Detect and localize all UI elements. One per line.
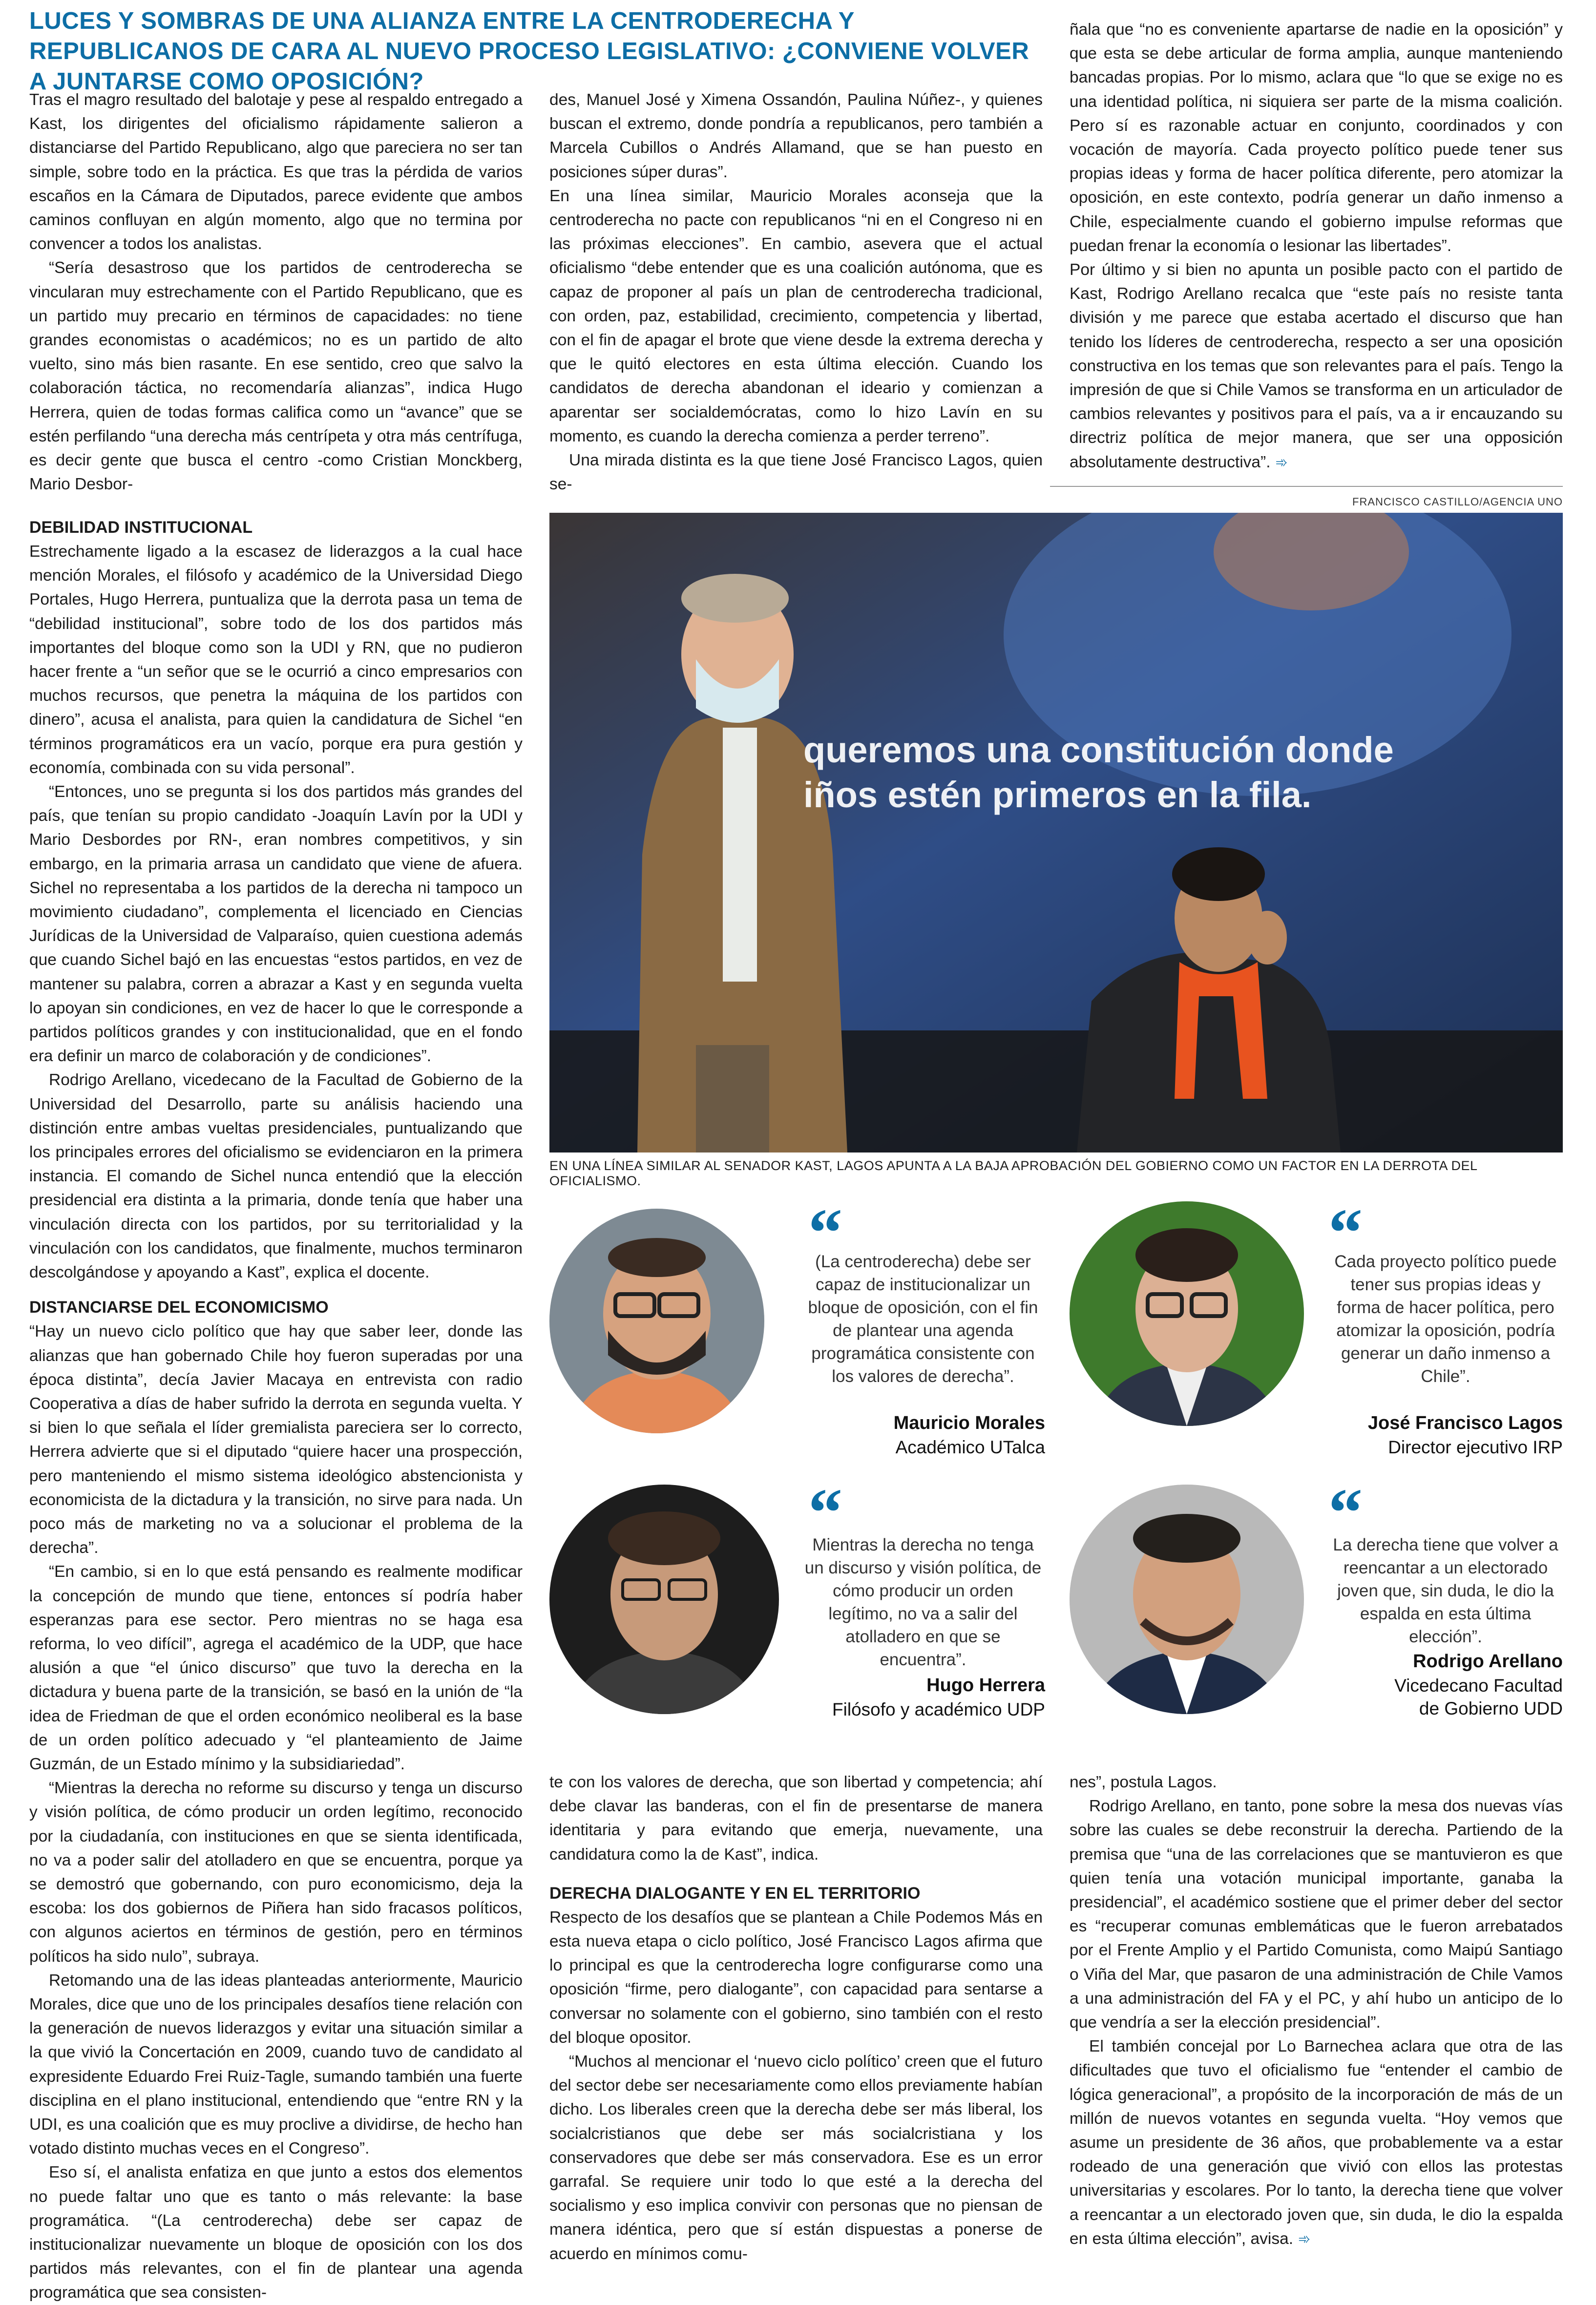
paragraph: des, Manuel José y Ximena Ossandón, Paulina Núñez-, y quienes buscan el extremo, donde pondría a republicanos, pero también a Marcela Cubillos o Andrés Allamand, que se han puesto en posiciones súper duras”. — [549, 91, 1043, 181]
paragraph: Rodrigo Arellano, en tanto, pone sobre la mesa dos nuevas vías sobre las cuales se debe reconstruir la derecha. Partiendo de la premisa que “una de las correlaciones que se mantuvieron es que quien tenía una votación municipal importante, ganaba la presidencial”, el académico sostiene que el primer deber del sector es “recuperar comunas emblemáticas que le fueron arrebatados por el Frente Amplio y el Partido Comunista, como Maipú Santiago o Viña del Mar, que pasaron de una administración de Chile Vamos a una administración del FA y el PC, y ahí hubo un anticipo de lo que vendría a ser la elección presidencial”. — [1070, 1797, 1563, 2032]
quote-text: (La centroderecha) debe ser capaz de institucionalizar un bloque de oposición, con el fin de plantear una agenda programática consistente con los valores de derecha”. — [808, 1252, 1038, 1386]
quote-author-role: Director ejecutivo IRP — [1388, 1437, 1563, 1457]
portrait-illustration — [1070, 1201, 1304, 1426]
avatar-jose-francisco-lagos — [1070, 1201, 1304, 1426]
portrait-illustration — [549, 1209, 764, 1433]
paragraph: Tras el magro resultado del balotaje y pese al respaldo entregado a Kast, los dirigentes del oficialismo rápidamente salieron a distanciarse del Partido Republicano, algo que pareciera no ser tan simple, sobre todo en la práctica. Es que tras la pérdida de varios escaños en la Cámara de Diputados, parece evidente que ambos caminos confluyan en algún momento, algo que no termina por convencer a todos los analistas. — [29, 91, 523, 253]
paragraph: “Muchos al mencionar el ‘nuevo ciclo político’ creen que el futuro del sector debe ser necesariamente como ellos previamente habían dicho. Los liberales creen que la derecha debe ser más liberal, los socialcristianos que debe ser más socialcristiana y los conservadores que debe ser más conservadora. Ese es un error garrafal. Se requiere unir todo lo que esté a la derecha del socialismo y eso implica convivir con personas que no piensan de manera idéntica, pero que sí están dispuestas a ponerse de acuerdo en mínimos comu- — [549, 2053, 1043, 2263]
slogan-line: queremos una constitución donde — [803, 730, 1394, 770]
paragraph: Respecto de los desafíos que se plantean a Chile Podemos Más en esta nueva etapa o ciclo político, José Francisco Lagos afirma que lo principal es que la centroderecha logre configurarse como una oposición “firme, pero dialogante”, con capacidad para sentarse a conversar no solamente con el gobierno, sino también con el resto del bloque opositor. — [549, 1908, 1043, 2047]
section-subheading: DISTANCIARSE DEL ECONOMICISMO — [29, 1298, 329, 1317]
section-subheading: DEBILIDAD INSTITUCIONAL — [29, 518, 253, 537]
paragraph: “Hay un nuevo ciclo político que hay que saber leer, donde las alianzas que han gobernado Chile hoy fueron superadas por una época distinta”, decía Javier Macaya en entrevista con radio Cooperativa a días de haber sufrido la derrota en segunda vuelta. Y si bien lo que señala el líder gremialista pareciera ser lo correcto, Herrera advierte que si el diputado “quiere hacer una prospección, pero manteniendo el mismo sistema ideológico abstencionista y economicista de la dictadura y la transición, no sirve para nada. Un poco más de marketing no va a solucionar el problema de la derecha”. — [29, 1322, 523, 1557]
quote-author-role: Académico UTalca — [895, 1437, 1045, 1457]
photo-caption: EN UNA LÍNEA SIMILAR AL SENADOR KAST, LAGOS APUNTA A LA BAJA APROBACIÓN DEL GOBIERNO COMO UN FACTOR EN LA DERROTA DEL OFICIALISMO. — [549, 1158, 1477, 1188]
continue-arrow-icon: ➾ — [1298, 2231, 1311, 2247]
paragraph: “Mientras la derecha no reforme su discurso y tenga un discurso y visión política, de cómo producir un orden legítimo, reconocido por la ciudadanía, con instituciones en que se sienta identificada, no va a poder salir del atolladero en que se encuentra, porque ya se demostró que gobernando, con puro economicismo, deja la escoba: los dos gobiernos de Piñera han sido fracasos políticos, con algunos aciertos en términos de gestión, pero en términos políticos ha sido nulo”, subraya. — [29, 1779, 523, 1966]
quote-author-name: Hugo Herrera — [926, 1675, 1045, 1696]
quote-text: Mientras la derecha no tenga un discurso y visión política, de cómo producir un orden legítimo, no va a salir del atolladero en que se encuentra”. — [804, 1535, 1042, 1669]
avatar-mauricio-morales — [549, 1209, 764, 1433]
quote-author-name: Mauricio Morales — [893, 1413, 1045, 1433]
portrait-illustration — [1070, 1485, 1304, 1714]
paragraph: Eso sí, el analista enfatiza en que junto a estos dos elementos no puede faltar uno que es tanto o más relevante: la base programática. “(La centroderecha) debe ser capaz de institucionalizar nuevamente un bloque de oposición con los dos partidos más relevantes, con el fin de plantear una agenda programática que sea consisten- — [29, 2163, 523, 2302]
continue-arrow-icon: ➾ — [1275, 454, 1288, 471]
photo-credit: FRANCISCO CASTILLO/AGENCIA UNO — [1352, 496, 1563, 508]
quote-mark-icon: “ — [1328, 1475, 1363, 1551]
paragraph: “Sería desastroso que los partidos de centroderecha se vincularan muy estrechamente con el Partido Republicano, que es un partido muy precario en términos de capacidades: no tiene grandes economistas o académicos; no es un partido de alto vuelto, sino más bien rasante. En ese sentido, creo que salvo la colaboración táctica, no recomendaría alianzas”, indica Hugo Herrera, quien de todas formas califica como un “avance” que se estén perfilando “una derecha más centrípeta y otra más centrífuga, es decir gente que busca el centro -como Cristian Monckberg, Mario Desbor- — [29, 259, 523, 494]
paragraph — [1070, 2034, 1563, 2251]
quote-author-role: Filósofo y académico UDP — [832, 1699, 1045, 1719]
paragraph: ñala que “no es conveniente apartarse de nadie en la oposición” y que esta se debe articular de forma amplia, aunque manteniendo bancadas propias. Por lo mismo, aclara que “lo que se exige no es una identidad política, ni siquiera ser parte de la misma coalición. Pero sí es razonable actuar en conjunto, coordinados y con vocación de mayoría. Cada proyecto político puede tener sus propias ideas y forma de hacer política diferente, pero atomizar la oposición, en este contexto, podría generar un daño inmenso a Chile, especialmente cuando el gobierno impulse reformas que puedan frenar la economía o lesionar las libertades”. — [1070, 21, 1563, 255]
paragraph: Rodrigo Arellano, vicedecano de la Facultad de Gobierno de la Universidad del Desarrollo, parte su análisis haciendo una distinción entre ambas vueltas presidenciales, puntualizando que los principales errores del oficialismo se evidenciaron en la primera instancia. El comando de Sichel nunca entendió que la elección presidencial era distinta a la primaria, donde tenía que haber una vinculación directa con los partidos, por su territorialidad y la vinculación con los candidatos, que finalmente, muchos terminaron descolgándose y apoyando a Kast”, explica el docente. — [29, 1071, 523, 1282]
slogan-line: iños estén primeros en la fila. — [803, 775, 1312, 815]
avatar-rodrigo-arellano — [1070, 1485, 1304, 1714]
top-column-1 — [29, 88, 523, 496]
paragraph: Retomando una de las ideas planteadas anteriormente, Mauricio Morales, dice que uno de los principales desafíos tiene relación con la generación de nuevos liderazgos y evitar una situación similar a la que vivió la Concertación en 2009, cuando tuvo de candidato al expresidente Eduardo Frei Ruiz-Tagle, sumando también una fuerte disciplina en el plano institucional, entendiendo que “entre RN y la UDI, es una coalición que es muy proclive a dividirse, de hecho han votado distinto muchas veces en el Congreso”. — [29, 1971, 523, 2158]
top-column-3 — [1070, 18, 1563, 475]
portrait-illustration — [549, 1485, 779, 1714]
paragraph-text: Por último y si bien no apunta un posible pacto con el partido de Kast, Rodrigo Arellano recalca que “este país no resiste tanta división y me parece que estaba acertado el discurso que han tenido los líderes de centroderecha, respecto a ser una oposición constructiva en los temas que son relevantes para el país. Tengo la impresión de que si Chile Vamos se transforma en un articulador de cambios relevantes y positivos para el país, va a ir encauzando su directriz política de mejor manera, que ser una opposición absolutamente destructiva”. — [1070, 261, 1563, 471]
quote-author-name: Rodrigo Arellano — [1413, 1651, 1563, 1672]
headline: LUCES Y SOMBRAS DE UNA ALIANZA ENTRE LA CENTRODERECHA Y REPUBLICANOS DE CARA AL NUEVO PROCESO LEGISLATIVO: ¿CONVIENE VOLVER A JUNTARSE COMO OPOSICIÓN? — [29, 8, 1029, 95]
divider — [1050, 486, 1563, 487]
photo-illustration — [549, 513, 1563, 1152]
top-column-2 — [549, 88, 1043, 496]
quote-mark-icon: “ — [808, 1195, 842, 1271]
paragraph: “En cambio, si en lo que está pensando es realmente modificar la concepción de mundo que tiene, entonces sí podría haber esperanzas para ese sector. Pero mientras no se haga esa reforma, lo veo difícil”, agrega el académico de la UDP, que hace alusión a que “el único discurso” que tuvo la derecha en la dictadura y buena parte de la transición, se basó en la unión de “la idea de Friedman de que el orden económico neoliberal es la base de un orden político adecuado y “el planteamiento de Jaime Guzmán, de un Estado mínimo y la subsidiariedad”. — [29, 1563, 523, 1773]
photo-slogan — [803, 728, 1394, 817]
paragraph-text: El también concejal por Lo Barnechea aclara que otra de las dificultades que tuvo el oficialismo fue “entender el cambio de lógica generacional”, a propósito de la incorporación de más de un millón de nuevos votantes en segunda vuelta. “Hoy vemos que asume un presidente de 36 años, que probablemente va a estar rodeado de una generación que vivió con ellos las protestas universitarias y escolares. Por lo tanto, la derecha tiene que volver a reencantar a un electorado joven que, sin duda, le dio la espalda en esta última elección”, avisa. — [1070, 2037, 1563, 2248]
quote-text: Cada proyecto político puede tener sus propias ideas y forma de hacer política, pero atomizar la oposición, podría generar un daño inmenso a Chile”. — [1334, 1252, 1557, 1386]
avatar-hugo-herrera — [549, 1485, 779, 1714]
left-column — [29, 515, 523, 2305]
quote-mark-icon: “ — [1328, 1195, 1363, 1271]
paragraph: Una mirada distinta es la que tiene José Francisco Lagos, quien se- — [549, 451, 1043, 494]
paragraph: Estrechamente ligado a la escasez de liderazgos a la cual hace mención Morales, el filósofo y académico de la Universidad Diego Portales, Hugo Herrera, puntualiza que la derrota pasa un tema de “debilidad institucional”, sobre todo de los dos partidos más importantes del bloque como son la UDI y RN, que no pudieron hacer frente a “un señor que se le ocurrió a cinco empresarios con muchos recursos, que penetra la máquina de los partidos con dinero”, acusa el analista, para quien la candidatura de Sichel “en términos programáticos era un vacío, porque era pura gestión y economía, combinada con su vida personal”. — [29, 543, 523, 777]
paragraph: nes”, postula Lagos. — [1070, 1773, 1217, 1791]
bottom-column-middle — [549, 1770, 1043, 2266]
quote-text: La derecha tiene que volver a reencantar a un electorado joven que, sin duda, le dio la espalda en esta última elección”. — [1333, 1535, 1558, 1646]
paragraph: “Entonces, uno se pregunta si los dos partidos más grandes del país, que tenían su propio candidato -Joaquín Lavín por la UDI y Mario Desbordes por RN-, eran nombres competitivos, y sin embargo, en la primaria arrasa un candidato que viene de afuera. Sichel no representaba a los partidos de la derecha ni tampoco un movimiento ciudadano”, complementa el licenciado en Ciencias Jurídicas de la Universidad de Valparaíso, quien cuestiona además que cuando Sichel bajó en las encuestas “estos partidos, en vez de mantener su palabra, corren a abrazar a Kast y en segunda vuelta lo apoyan sin condiciones, en vez de hacer lo que le corresponde a partidos políticos grandes y con institucionalidad, que en el fondo era definir un marco de colaboración y de condiciones”. — [29, 783, 523, 1066]
quote-author-name: José Francisco Lagos — [1367, 1413, 1563, 1433]
quote-mark-icon: “ — [808, 1475, 842, 1551]
quote-author-role: Vicedecano Facultad de Gobierno UDD — [1394, 1676, 1563, 1718]
paragraph: En una línea similar, Mauricio Morales aconseja que la centroderecha no pacte con republicanos “ni en el Congreso ni en las próximas elecciones”. En cambio, asevera que el actual oficialismo “debe entender que es una coalición autónoma, que es capaz de proponer al país un plan de centroderecha tradicional, con orden, paz, estabilidad, crecimiento, competencia y libertad, con el fin de apagar el brote que viene desde la extrema derecha y que le quitó electores en esta última elección. Cuando los candidatos de derecha abandonan el ideario y comienzan a aparentar ser socialdemócratas, como lo hizo Lavín en su momento, es cuando la derecha comienza a perder terreno”. — [549, 187, 1043, 445]
main-photo — [549, 513, 1563, 1152]
paragraph — [1070, 258, 1563, 475]
paragraph: te con los valores de derecha, que son libertad y competencia; ahí debe clavar las banderas, con el fin de presentarse de manera identitaria y para evitando que emerja, nuevamente, una candidatura como la de Kast”, indica. — [549, 1773, 1043, 1864]
section-subheading: DERECHA DIALOGANTE Y EN EL TERRITORIO — [549, 1884, 921, 1903]
bottom-column-right — [1070, 1770, 1563, 2251]
